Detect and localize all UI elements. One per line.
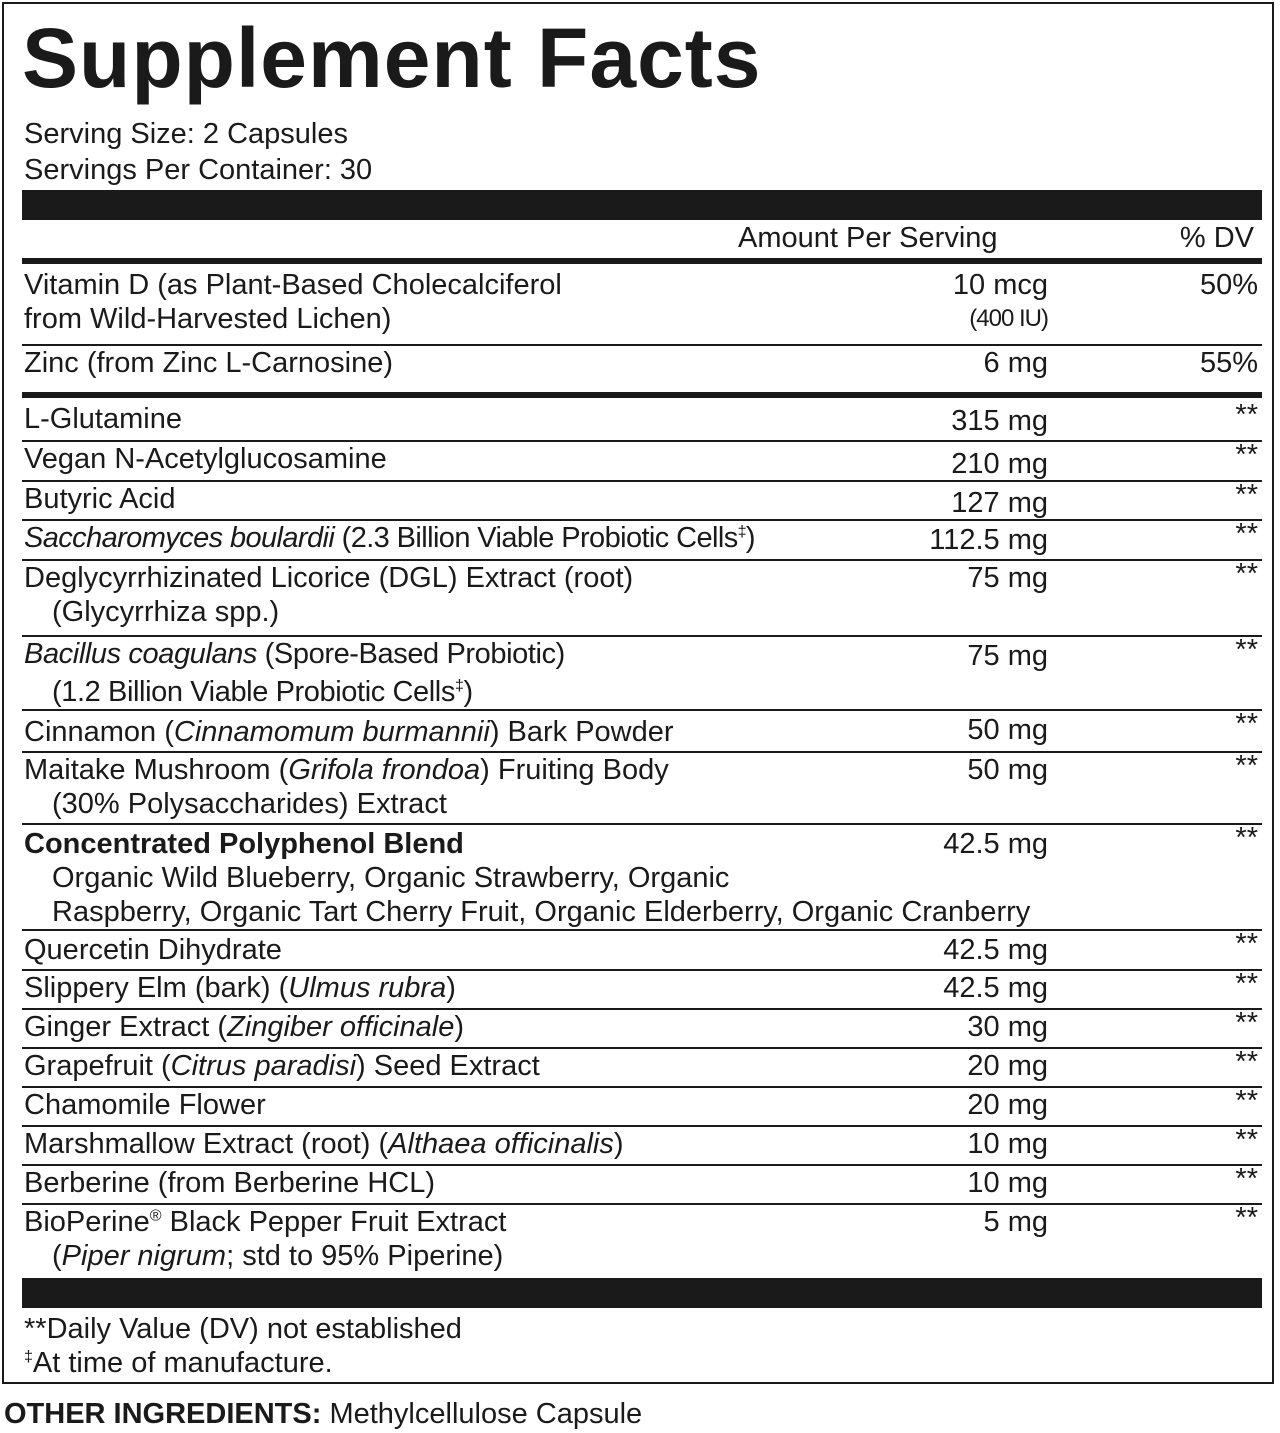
serving-size: Serving Size: 2 Capsules: [24, 118, 348, 150]
blend-amount: 42.5 mg: [943, 828, 1048, 860]
ingredient-row: [22, 708, 1262, 753]
ingredient-row: [22, 1124, 1262, 1166]
nutrient-name: Vitamin D (as Plant-Based Cholecalciferol from Wild-Harvested Lichen): [24, 269, 562, 335]
ingredient-dv: **: [1235, 1007, 1258, 1039]
ingredient-dv: **: [1235, 558, 1258, 590]
nutrient-name: Zinc (from Zinc L-Carnosine): [24, 347, 394, 379]
ingredient-row: [22, 1202, 1262, 1279]
ingredient-row: [22, 399, 1262, 442]
ingredient-dv: **: [1235, 968, 1258, 1000]
ingredient-amount: 50 mg: [967, 754, 1048, 786]
nutrient-dv: 55%: [1199, 347, 1258, 379]
ingredient-row: [22, 750, 1262, 825]
ingredient-amount: 127 mg: [951, 487, 1048, 519]
nutrient-row-vitamin-d: [22, 268, 1262, 346]
ingredient-amount: 112.5 mg: [929, 524, 1048, 556]
footnote-dv: **Daily Value (DV) not established: [24, 1313, 462, 1345]
ingredient-dv: **: [1235, 708, 1258, 740]
ingredient-dv: **: [1235, 1085, 1258, 1117]
header-dv: % DV: [1179, 222, 1254, 254]
ingredient-name: Berberine (from Berberine HCL): [24, 1167, 435, 1199]
ingredient-amount: 75 mg: [967, 640, 1048, 672]
ingredient-row: [22, 634, 1262, 711]
ingredient-name: Marshmallow Extract (root) (Althaea officinalis): [24, 1128, 624, 1160]
ingredient-dv: **: [1235, 1046, 1258, 1078]
ingredient-amount: 42.5 mg: [943, 934, 1048, 966]
ingredient-amount: 10 mg: [967, 1167, 1048, 1199]
ingredient-name: Butyric Acid: [24, 483, 176, 515]
ingredient-dv: **: [1235, 928, 1258, 960]
ingredient-row: [22, 1007, 1262, 1049]
ingredient-name: Slippery Elm (bark) (Ulmus rubra): [24, 972, 456, 1004]
ingredient-row: [22, 928, 1262, 971]
ingredient-row: [22, 479, 1262, 521]
ingredient-row: [22, 439, 1262, 482]
ingredient-amount: 210 mg: [951, 448, 1048, 480]
ingredient-amount: 315 mg: [951, 405, 1048, 437]
ingredient-dv: **: [1235, 399, 1258, 431]
thick-divider-bottom: [22, 1278, 1262, 1308]
header-divider: [22, 258, 1262, 264]
footnote-manufacture: ‡At time of manufacture.: [24, 1347, 333, 1379]
header-amount: Amount Per Serving: [738, 222, 998, 254]
blend-row: [22, 822, 1262, 931]
ingredient-name: Bacillus coagulans (Spore-Based Probiotic) (1.2 Billion Viable Probiotic Cells‡): [24, 638, 565, 708]
nutrient-dv: 50%: [1199, 269, 1258, 301]
ingredient-name: BioPerine® Black Pepper Fruit Extract (Piper nigrum; std to 95% Piperine): [24, 1206, 507, 1272]
ingredient-dv: **: [1235, 750, 1258, 782]
ingredient-row: [22, 968, 1262, 1010]
ingredient-name: Chamomile Flower: [24, 1089, 266, 1121]
ingredient-amount: 30 mg: [967, 1011, 1048, 1043]
blend-dv: **: [1235, 822, 1258, 854]
ingredient-row: [22, 1163, 1262, 1205]
ingredient-dv: **: [1235, 1124, 1258, 1156]
blend-name: Concentrated Polyphenol Blend Organic Wild Blueberry, Organic Strawberry, Organic Raspberry, Organic Tart Cherry Fruit, Organic Elderberry, Organic Cranberry: [24, 828, 1031, 928]
ingredient-row: [22, 1085, 1262, 1127]
servings-per-container: Servings Per Container: 30: [24, 154, 373, 186]
supplement-facts-panel: [2, 2, 1274, 1384]
ingredient-row: [22, 1046, 1262, 1088]
ingredient-amount: 42.5 mg: [943, 972, 1048, 1004]
ingredient-dv: **: [1235, 1163, 1258, 1195]
ingredient-amount: 50 mg: [967, 714, 1048, 746]
ingredient-amount: 10 mg: [967, 1128, 1048, 1160]
ingredient-amount: 20 mg: [967, 1089, 1048, 1121]
nutrient-row-zinc: [22, 346, 1262, 398]
ingredient-amount: 5 mg: [983, 1206, 1048, 1238]
ingredient-name: Quercetin Dihydrate: [24, 934, 282, 966]
ingredient-name: Maitake Mushroom (Grifola frondoa) Fruiting Body (30% Polysaccharides) Extract: [24, 754, 669, 820]
thick-divider-top: [22, 190, 1262, 220]
ingredient-name: Vegan N-Acetylglucosamine: [24, 443, 387, 475]
ingredient-dv: **: [1235, 439, 1258, 471]
ingredient-dv: **: [1235, 479, 1258, 511]
nutrient-amount: 10 mcg (400 IU): [952, 269, 1048, 332]
panel-title: Supplement Facts: [22, 11, 762, 105]
ingredient-row: [22, 518, 1262, 561]
ingredient-amount: 75 mg: [967, 562, 1048, 594]
ingredient-name: Cinnamon (Cinnamomum burmannii) Bark Powder: [24, 716, 674, 748]
ingredient-dv: **: [1235, 518, 1258, 550]
ingredient-name: Saccharomyces boulardii (2.3 Billion Viable Probiotic Cells‡): [24, 522, 755, 554]
other-ingredients-value: Methylcellulose Capsule: [321, 1398, 643, 1430]
nutrient-amount: 6 mg: [983, 347, 1048, 379]
ingredient-name: Deglycyrrhizinated Licorice (DGL) Extract (root) (Glycyrrhiza spp.): [24, 562, 634, 628]
ingredient-amount: 20 mg: [967, 1050, 1048, 1082]
ingredient-dv: **: [1235, 1202, 1258, 1234]
ingredient-dv: **: [1235, 634, 1258, 666]
ingredient-name: Grapefruit (Citrus paradisi) Seed Extract: [24, 1050, 540, 1082]
ingredient-row: [22, 558, 1262, 637]
ingredient-name: L-Glutamine: [24, 403, 182, 435]
other-ingredients-label: OTHER INGREDIENTS:: [4, 1398, 322, 1430]
ingredient-name: Ginger Extract (Zingiber officinale): [24, 1011, 465, 1043]
other-ingredients: [4, 1396, 642, 1432]
